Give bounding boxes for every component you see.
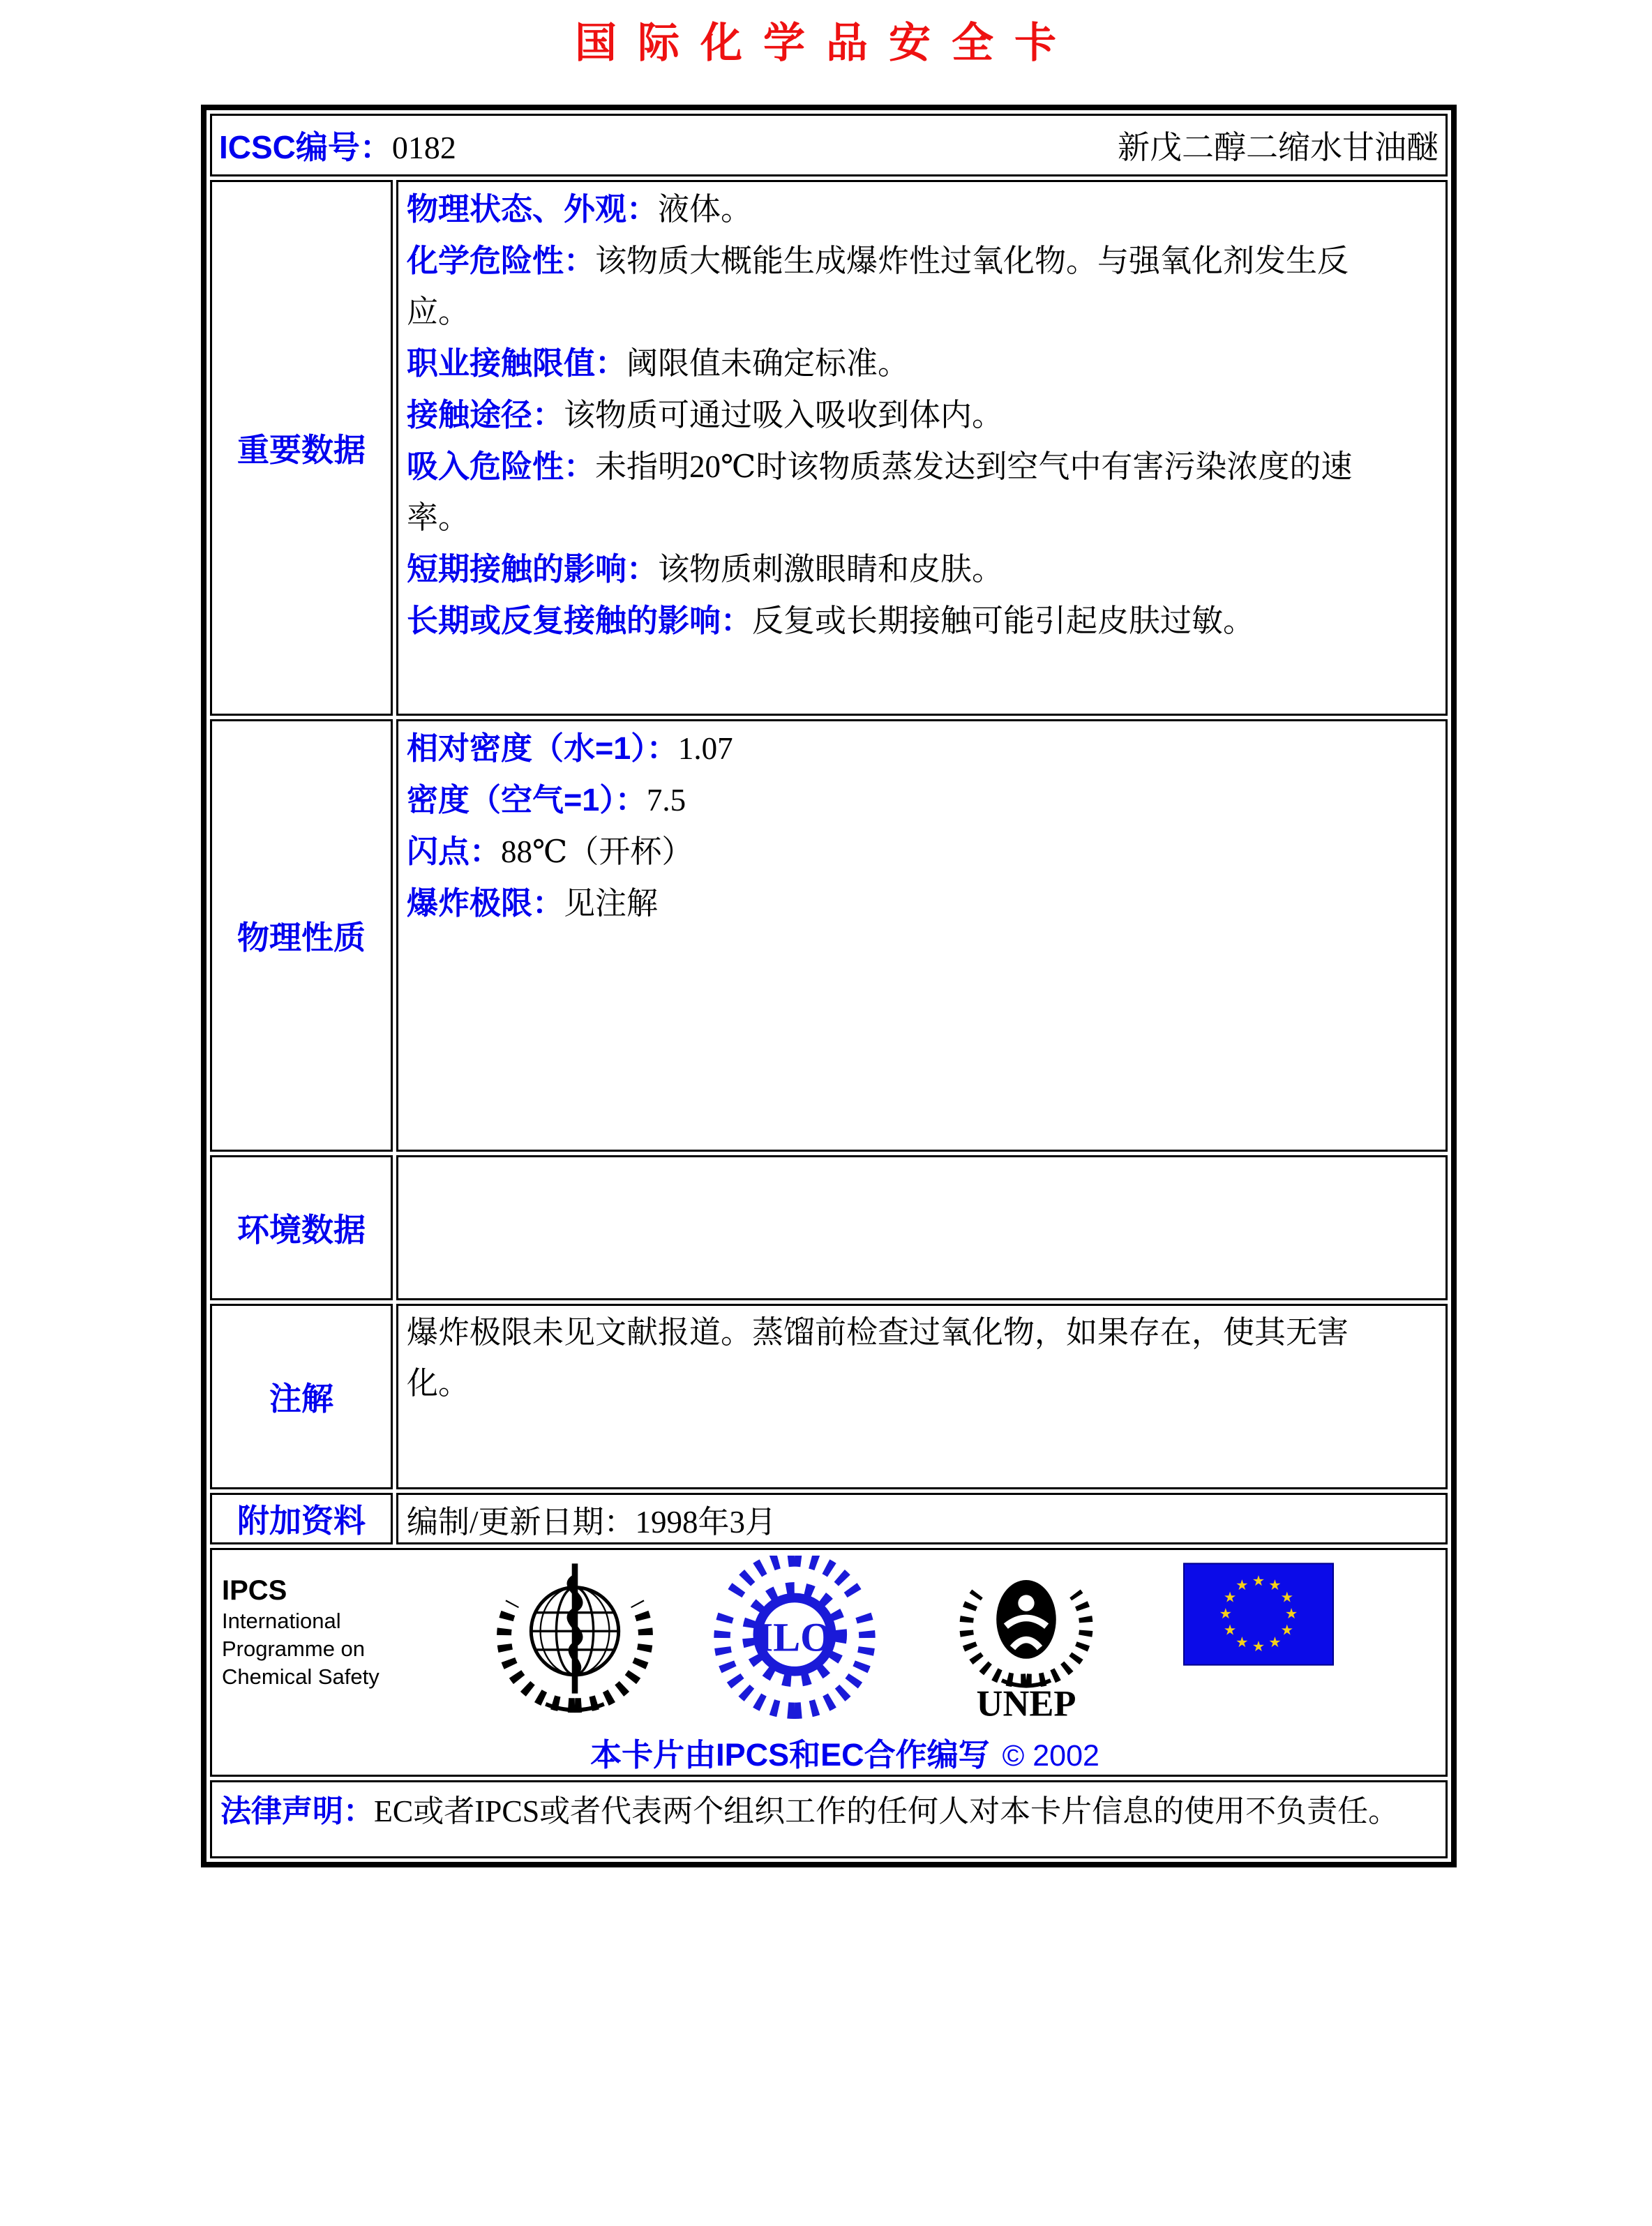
section-content-additional-info: 编制/更新日期：1998年3月 (396, 1493, 1448, 1544)
section-label-physical-properties: 物理性质 (210, 719, 393, 1152)
field-short-term-effects: 短期接触的影响：该物质刺激眼睛和皮肤。 (407, 551, 1004, 587)
ilo-logo-text: ILO (757, 1614, 832, 1660)
eu-flag-icon (1183, 1563, 1334, 1666)
eu-star-icon: ★ (1252, 1639, 1266, 1655)
section-content-physical-properties (396, 719, 1448, 1152)
cooperation-caption (222, 1729, 1468, 1775)
field-inhalation-risk: 吸入危险性：未指明20℃时该物质蒸发达到空气中有害污染浓度的速率。 (407, 449, 1353, 535)
logos-row (210, 1548, 1448, 1777)
section-content-important-data (396, 180, 1448, 716)
eu-star-icon: ★ (1280, 1590, 1294, 1606)
icsc-card-table (201, 105, 1457, 1867)
legal-text: EC或者IPCS或者代表两个组织工作的任何人对本卡片信息的使用不负责任。 (374, 1794, 1399, 1828)
copyright-text: © 2002 (1002, 1739, 1099, 1773)
field-explosive-limits: 爆炸极限：见注解 (407, 885, 659, 921)
unep-logo-text: UNEP (976, 1683, 1076, 1724)
ilo-logo-icon (713, 1556, 876, 1719)
icsc-number-label: ICSC编号： (219, 129, 392, 165)
field-occupational-limit: 职业接触限值：阈限值未确定标准。 (407, 345, 910, 381)
field-flash-point: 闪点：88℃（开杯） (407, 834, 693, 869)
eu-star-icon: ★ (1236, 1578, 1249, 1594)
eu-star-icon: ★ (1252, 1573, 1266, 1589)
section-label-important-data: 重要数据 (210, 180, 393, 716)
icsc-number-value: 0182 (391, 130, 456, 165)
ipcs-line-3: Chemical Safety (222, 1664, 380, 1689)
legal-row (210, 1780, 1448, 1858)
field-long-term-effects: 长期或反复接触的影响：反复或长期接触可能引起皮肤过敏。 (407, 603, 1255, 638)
eu-star-icon: ★ (1280, 1623, 1294, 1639)
section-content-environmental-data (396, 1155, 1448, 1300)
eu-star-icon: ★ (1223, 1590, 1237, 1606)
legal-label: 法律声明： (220, 1794, 374, 1828)
section-content-notes (396, 1304, 1448, 1489)
field-chemical-hazard: 化学危险性：该物质大概能生成爆炸性过氧化物。与强氧化剂发生反应。 (407, 243, 1349, 329)
field-vapor-density: 密度（空气=1）：7.5 (407, 782, 686, 818)
section-label-additional-info: 附加资料 (210, 1493, 393, 1544)
field-physical-state: 物理状态、外观：液体。 (407, 191, 753, 227)
cooperation-caption-text: 本卡片由IPCS和EC合作编写 (590, 1737, 990, 1773)
unep-logo-icon (945, 1556, 1108, 1727)
chemical-name: 新戊二醇二缩水甘油醚 (1118, 130, 1439, 165)
field-relative-density: 相对密度（水=1）：1.07 (407, 730, 733, 766)
eu-star-icon: ★ (1236, 1634, 1249, 1650)
ipcs-text-block (222, 1574, 431, 1691)
section-label-notes: 注解 (210, 1304, 393, 1489)
ipcs-line-2: Programme on (222, 1637, 366, 1661)
eu-star-icon: ★ (1219, 1607, 1233, 1622)
eu-star-icon: ★ (1268, 1578, 1282, 1594)
header-row (210, 114, 1448, 176)
eu-star-icon: ★ (1268, 1634, 1282, 1650)
notes-text: 爆炸极限未见文献报道。蒸馏前检查过氧化物，如果存在，使其无害化。 (407, 1315, 1349, 1401)
section-label-environmental-data: 环境数据 (210, 1155, 393, 1300)
ipcs-acronym: IPCS (222, 1575, 287, 1606)
eu-star-icon: ★ (1284, 1607, 1298, 1622)
page-title: 国际化学品安全卡 (575, 20, 1077, 66)
who-logo-icon (495, 1556, 654, 1715)
ipcs-line-1: International (222, 1609, 341, 1633)
field-exposure-route: 接触途径：该物质可通过吸入吸收到体内。 (407, 397, 1004, 433)
icsc-number-group (219, 122, 456, 168)
eu-star-icon: ★ (1223, 1623, 1237, 1639)
